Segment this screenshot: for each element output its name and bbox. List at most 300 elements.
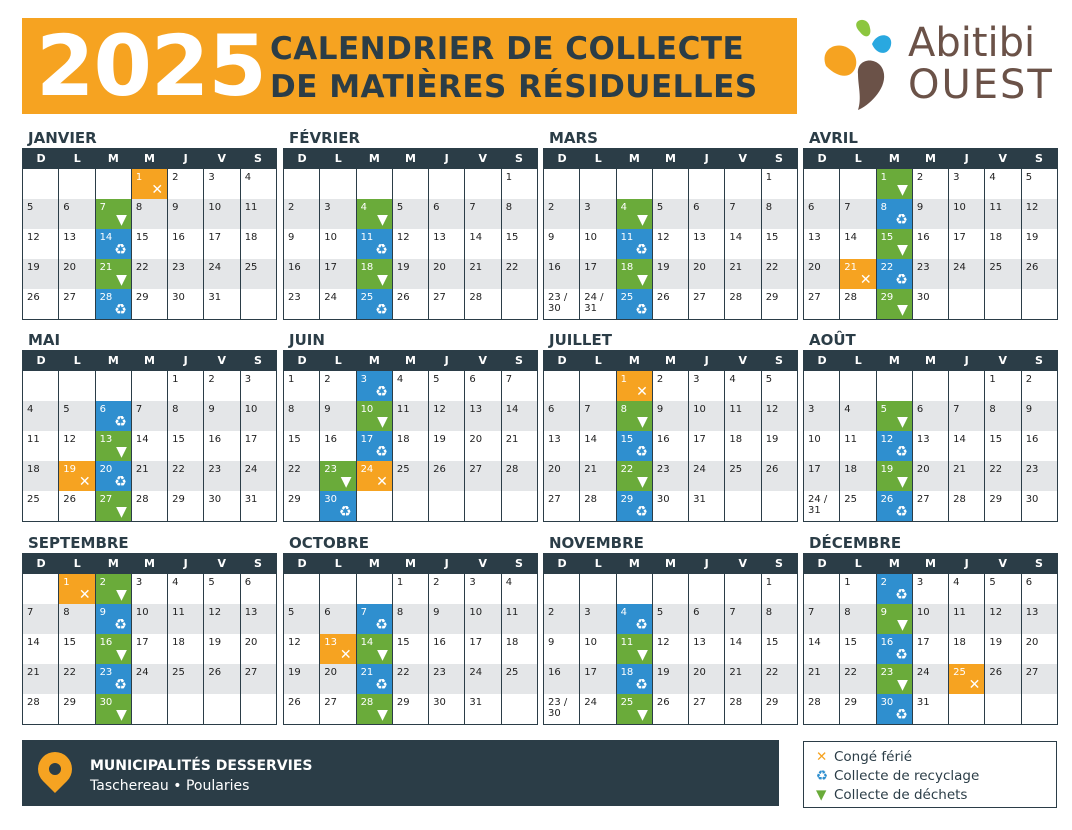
weekday-header <box>544 149 797 169</box>
day-number: 23 <box>656 464 670 475</box>
day-cell <box>393 664 429 694</box>
day-cell <box>544 169 580 199</box>
day-cell <box>949 574 985 604</box>
month-name: JANVIER <box>28 129 97 147</box>
day-number: 25 <box>729 464 743 475</box>
day-cell <box>985 461 1021 491</box>
day-cell <box>913 574 949 604</box>
month-name: MARS <box>549 129 598 147</box>
day-cell <box>544 491 580 521</box>
day-number: 13 <box>433 232 446 243</box>
day-cell <box>949 694 985 724</box>
month-name: FÉVRIER <box>289 129 361 147</box>
day-cell <box>725 664 761 694</box>
weekday-label: J <box>704 557 709 570</box>
day-number: 8 <box>172 404 179 415</box>
day-number: 12 <box>880 434 894 445</box>
day-cell <box>949 259 985 289</box>
day-number: 22 <box>765 667 779 678</box>
day-number: 7 <box>360 607 367 618</box>
day-cell <box>617 664 653 694</box>
holiday-x-icon: ✕ <box>78 474 91 490</box>
month-mai <box>22 328 277 522</box>
legend-holiday: ✕ Congé férié <box>816 749 913 765</box>
day-cell <box>320 169 356 199</box>
day-number: 5 <box>656 202 664 213</box>
day-number: 27 <box>916 494 930 505</box>
trash-bin-icon: ▼ <box>116 444 127 460</box>
day-number: 31 <box>244 494 258 505</box>
day-cell <box>840 199 876 229</box>
day-number: 27 <box>1025 667 1039 678</box>
day-cell <box>59 199 95 229</box>
trash-bin-icon: ▼ <box>816 787 827 803</box>
day-cell <box>393 694 429 724</box>
day-cell <box>840 289 876 319</box>
day-cell <box>653 289 689 319</box>
weekday-label: D <box>557 557 567 570</box>
day-cell <box>429 169 465 199</box>
month-grid <box>543 553 798 725</box>
day-cell <box>59 259 95 289</box>
day-cell <box>544 431 580 461</box>
day-cell <box>320 431 356 461</box>
weekday-label: M <box>144 354 155 367</box>
weekday-label: D <box>817 557 827 570</box>
day-number: 13 <box>916 434 930 445</box>
recycle-icon: ♻ <box>375 242 388 258</box>
day-cell <box>320 259 356 289</box>
day-number: 5 <box>27 202 34 213</box>
weekday-label: L <box>594 152 602 165</box>
day-number: 18 <box>396 434 410 445</box>
day-cell <box>544 289 580 319</box>
week-row <box>284 229 537 259</box>
weekday-header <box>284 149 537 169</box>
day-cell <box>96 431 132 461</box>
day-number: 13 <box>469 404 483 415</box>
day-cell <box>132 259 168 289</box>
day-cell <box>168 694 204 724</box>
legend-waste: ▼ Collecte de déchets <box>816 787 968 803</box>
day-cell <box>96 401 132 431</box>
weekday-label: J <box>183 152 188 165</box>
day-number: 16 <box>548 262 561 273</box>
day-number: 28 <box>469 292 483 303</box>
weekday-label: M <box>107 152 119 165</box>
day-cell <box>132 694 168 724</box>
trash-bin-icon: ▼ <box>897 182 908 198</box>
day-cell <box>204 694 240 724</box>
day-cell <box>357 694 393 724</box>
day-cell <box>762 371 797 401</box>
day-cell <box>617 229 653 259</box>
day-cell <box>725 634 761 664</box>
day-number: 13 <box>1025 607 1039 618</box>
day-cell <box>840 169 876 199</box>
day-number: 7 <box>469 202 476 213</box>
day-cell <box>617 199 653 229</box>
weekday-header <box>23 554 276 574</box>
day-cell <box>168 371 204 401</box>
day-number: 5 <box>880 404 887 415</box>
week-row <box>23 574 276 604</box>
day-number: 2 <box>208 374 215 385</box>
day-cell <box>284 694 320 724</box>
day-cell <box>357 604 393 634</box>
day-cell <box>320 694 356 724</box>
week-row <box>284 574 537 604</box>
day-number: 20 <box>1025 637 1039 648</box>
weekday-label: M <box>405 557 416 570</box>
month-grid <box>22 350 277 522</box>
day-cell <box>241 199 276 229</box>
day-cell <box>502 259 537 289</box>
day-number: 4 <box>505 577 513 588</box>
day-number: 10 <box>324 232 338 243</box>
recycle-icon: ♻ <box>816 768 829 784</box>
day-cell <box>204 574 240 604</box>
week-row <box>544 664 797 694</box>
day-cell <box>1022 604 1057 634</box>
day-number: 30 <box>208 494 222 505</box>
day-cell <box>877 229 913 259</box>
week-row <box>544 574 797 604</box>
day-cell <box>617 461 653 491</box>
day-cell <box>913 289 949 319</box>
day-cell <box>465 431 501 461</box>
weekday-label: V <box>217 557 227 570</box>
day-number: 22 <box>63 667 77 678</box>
day-cell <box>617 604 653 634</box>
recycle-icon: ♻ <box>895 647 908 663</box>
day-number: 24 <box>693 464 706 475</box>
day-cell <box>840 431 876 461</box>
day-cell <box>59 461 95 491</box>
weekday-label: L <box>334 354 342 367</box>
weekday-label: J <box>964 557 969 570</box>
day-cell <box>357 461 393 491</box>
day-cell <box>96 259 132 289</box>
day-cell <box>393 634 429 664</box>
weekday-label: S <box>253 152 262 165</box>
day-cell <box>653 694 689 724</box>
day-number: 7 <box>135 404 143 415</box>
weekday-label: L <box>854 557 862 570</box>
week-row <box>23 289 276 319</box>
trash-bin-icon: ▼ <box>116 647 127 663</box>
day-number: 27 <box>693 292 706 303</box>
day-number: 12 <box>765 404 779 415</box>
weekday-label: L <box>334 152 342 165</box>
day-cell <box>653 604 689 634</box>
recycle-icon: ♻ <box>375 384 388 400</box>
day-cell <box>913 634 949 664</box>
trash-bin-icon: ▼ <box>897 302 908 318</box>
weekday-label: M <box>888 557 900 570</box>
weekday-label: D <box>36 152 46 165</box>
month-novembre <box>543 531 798 725</box>
day-number: 17 <box>324 262 338 273</box>
day-cell <box>429 401 465 431</box>
recycle-icon: ♻ <box>114 302 127 318</box>
day-number: 4 <box>360 202 367 213</box>
day-number: 14 <box>505 404 519 415</box>
day-cell <box>1022 289 1057 319</box>
recycle-icon: ♻ <box>895 587 908 603</box>
week-row <box>544 289 797 319</box>
day-number: 6 <box>469 374 476 385</box>
day-cell <box>132 289 168 319</box>
day-cell <box>204 461 240 491</box>
day-cell <box>877 604 913 634</box>
day-cell <box>725 401 761 431</box>
month-aout <box>803 328 1058 522</box>
day-number: 9 <box>656 404 664 415</box>
day-number: 11 <box>844 434 858 445</box>
day-cell <box>502 461 537 491</box>
day-cell <box>357 289 393 319</box>
day-number: 22 <box>989 464 1003 475</box>
day-number: 8 <box>765 607 773 618</box>
day-cell <box>59 664 95 694</box>
weekday-label: V <box>998 152 1008 165</box>
month-octobre <box>283 531 538 725</box>
day-cell <box>877 574 913 604</box>
day-cell <box>949 229 985 259</box>
day-number: 23 <box>1025 464 1039 475</box>
day-cell <box>653 574 689 604</box>
day-number: 24 <box>324 292 338 303</box>
day-cell <box>544 401 580 431</box>
day-cell <box>725 169 761 199</box>
day-number: 8 <box>620 404 627 415</box>
day-number: 12 <box>656 232 670 243</box>
day-cell <box>132 199 168 229</box>
day-cell <box>96 694 132 724</box>
day-number: 11 <box>505 607 519 618</box>
day-number: 4 <box>172 577 179 588</box>
day-cell <box>804 574 840 604</box>
day-cell <box>241 664 276 694</box>
day-number: 7 <box>729 202 736 213</box>
day-number: 16 <box>880 637 894 648</box>
weekday-header <box>544 351 797 371</box>
day-number: 18 <box>729 434 743 445</box>
day-cell <box>949 401 985 431</box>
weekday-label: V <box>478 354 488 367</box>
day-cell <box>653 461 689 491</box>
day-cell <box>985 574 1021 604</box>
day-cell <box>985 229 1021 259</box>
day-number: 8 <box>880 202 887 213</box>
week-row <box>544 604 797 634</box>
weekday-label: V <box>478 152 488 165</box>
day-number: 11 <box>360 232 374 243</box>
day-cell <box>465 289 501 319</box>
day-number: 30 <box>172 292 185 303</box>
day-number: 21 <box>469 262 483 273</box>
day-number: 1 <box>620 374 627 385</box>
holiday-x-icon: ✕ <box>968 677 981 693</box>
day-number: 29 <box>765 697 779 708</box>
day-cell <box>840 229 876 259</box>
week-row <box>284 199 537 229</box>
week-row <box>804 664 1057 694</box>
day-cell <box>762 574 797 604</box>
day-number: 22 <box>135 262 149 273</box>
day-cell <box>284 229 320 259</box>
day-number: 21 <box>360 667 374 678</box>
day-cell <box>23 199 59 229</box>
day-number: 4 <box>396 374 404 385</box>
day-cell <box>132 229 168 259</box>
weekday-header <box>804 554 1057 574</box>
day-number: 23 <box>288 292 301 303</box>
day-cell <box>653 664 689 694</box>
day-cell <box>465 401 501 431</box>
day-number: 8 <box>135 202 143 213</box>
week-row <box>284 169 537 199</box>
weekday-label: M <box>925 557 936 570</box>
day-cell <box>725 604 761 634</box>
day-cell <box>132 371 168 401</box>
weekday-label: M <box>628 152 640 165</box>
trash-bin-icon: ▼ <box>116 504 127 520</box>
day-cell <box>204 259 240 289</box>
day-number: 21 <box>99 262 113 273</box>
day-cell <box>653 491 689 521</box>
week-row <box>804 694 1057 724</box>
day-cell <box>949 431 985 461</box>
day-number: 18 <box>620 262 634 273</box>
recycle-icon: ♻ <box>635 617 648 633</box>
day-cell <box>96 664 132 694</box>
day-number: 31 <box>916 697 930 708</box>
day-cell <box>241 491 276 521</box>
day-number: 9 <box>548 232 555 243</box>
day-cell <box>985 634 1021 664</box>
day-cell <box>725 431 761 461</box>
day-cell <box>204 401 240 431</box>
day-number: 5 <box>765 374 773 385</box>
month-juillet <box>543 328 798 522</box>
holiday-x-icon: ✕ <box>859 272 872 288</box>
day-number: 9 <box>288 232 295 243</box>
day-cell <box>840 491 876 521</box>
weekday-label: M <box>107 354 119 367</box>
holiday-x-icon: ✕ <box>151 182 164 198</box>
day-cell <box>1022 229 1057 259</box>
day-cell <box>357 431 393 461</box>
day-cell <box>913 371 949 401</box>
weekday-label: J <box>444 557 449 570</box>
weekday-label: L <box>854 152 862 165</box>
week-row <box>23 431 276 461</box>
day-number: 7 <box>27 607 34 618</box>
day-cell <box>204 491 240 521</box>
day-cell <box>804 259 840 289</box>
day-cell <box>804 371 840 401</box>
week-row <box>804 634 1057 664</box>
day-number: 23 <box>99 667 113 678</box>
weekday-label: V <box>738 557 748 570</box>
day-number: 17 <box>135 637 149 648</box>
week-row <box>284 634 537 664</box>
day-cell <box>59 694 95 724</box>
day-number: 22 <box>765 262 779 273</box>
day-number: 17 <box>208 232 222 243</box>
week-row <box>284 401 537 431</box>
day-cell <box>502 574 537 604</box>
day-cell <box>320 604 356 634</box>
day-cell <box>320 199 356 229</box>
day-number: 10 <box>360 404 374 415</box>
day-cell <box>985 401 1021 431</box>
day-cell <box>725 259 761 289</box>
day-number: 20 <box>693 667 706 678</box>
recycle-icon: ♻ <box>635 677 648 693</box>
day-cell <box>502 199 537 229</box>
day-cell <box>804 199 840 229</box>
day-number: 17 <box>808 464 821 475</box>
day-cell <box>985 694 1021 724</box>
day-cell <box>23 431 59 461</box>
day-cell <box>204 634 240 664</box>
day-number: 11 <box>396 404 410 415</box>
day-cell <box>502 431 537 461</box>
day-cell <box>1022 169 1057 199</box>
day-cell <box>168 229 204 259</box>
day-number: 30 <box>324 494 338 505</box>
trash-bin-icon: ▼ <box>377 272 388 288</box>
day-cell <box>1022 199 1057 229</box>
day-cell <box>689 574 725 604</box>
day-number: 17 <box>469 637 483 648</box>
day-number: 30 <box>656 494 670 505</box>
day-number: 25 <box>244 262 258 273</box>
day-cell <box>465 169 501 199</box>
day-cell <box>320 634 356 664</box>
day-cell <box>580 634 616 664</box>
recycle-icon: ♻ <box>114 414 127 430</box>
month-name: SEPTEMBRE <box>28 534 129 552</box>
day-number: 13 <box>63 232 77 243</box>
day-cell <box>877 634 913 664</box>
week-row <box>23 229 276 259</box>
day-number: 19 <box>1025 232 1039 243</box>
day-cell <box>689 694 725 724</box>
day-number: 12 <box>1025 202 1039 213</box>
day-number: 26 <box>880 494 894 505</box>
day-cell <box>877 664 913 694</box>
day-cell <box>840 664 876 694</box>
day-cell <box>429 199 465 229</box>
day-number: 26 <box>208 667 222 678</box>
day-cell <box>985 664 1021 694</box>
day-number: 8 <box>288 404 295 415</box>
day-cell <box>689 371 725 401</box>
day-number: 3 <box>324 202 331 213</box>
day-cell <box>840 694 876 724</box>
day-number: 4 <box>844 404 851 415</box>
day-number: 27 <box>324 697 338 708</box>
day-cell <box>204 371 240 401</box>
day-number: 21 <box>729 262 743 273</box>
day-number: 23 <box>880 667 894 678</box>
day-number: 6 <box>244 577 252 588</box>
day-number: 31 <box>469 697 483 708</box>
